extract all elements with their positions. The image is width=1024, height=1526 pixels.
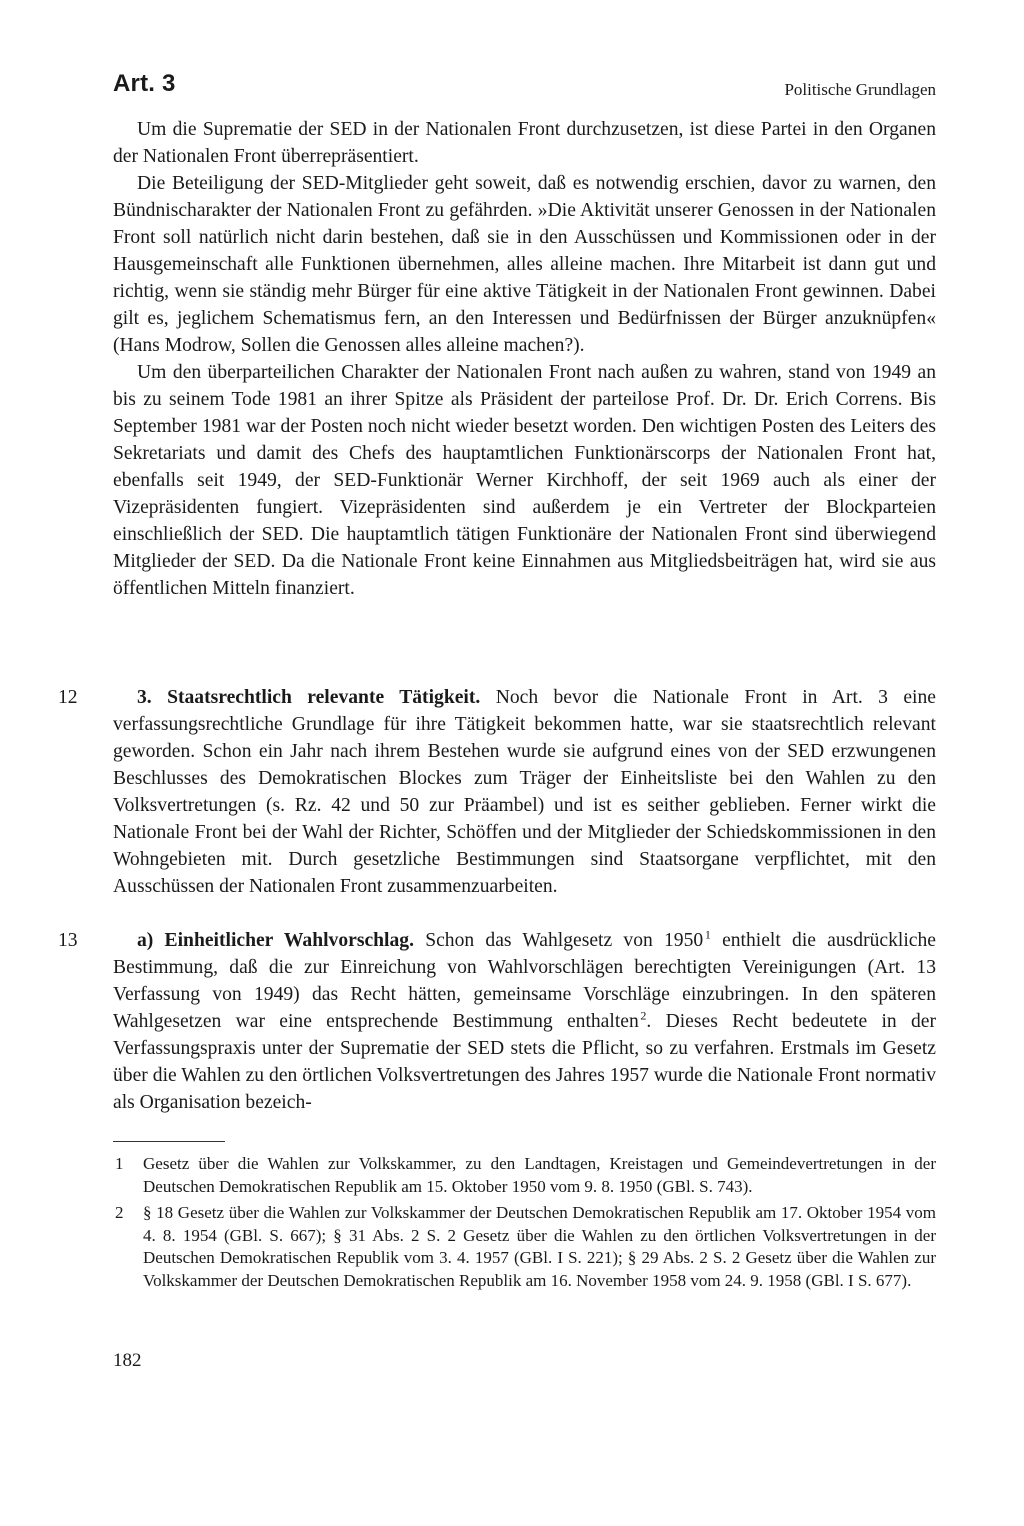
- section-heading: a) Einheitlicher Wahlvorschlag.: [137, 930, 414, 951]
- footnote-text: Gesetz über die Wahlen zur Volkskammer, zu den Landtagen, Kreistagen und Gemeindevertretungen in der Deutschen Demokratischen Republik am 15. Oktober 1950 vom 9. 8. 1950 (GBl. S. 743).: [143, 1154, 936, 1196]
- page-number: 182: [113, 1350, 142, 1371]
- running-header: Politische Grundlagen: [784, 80, 936, 99]
- footnote-ref: 1: [704, 927, 711, 942]
- section-text: Noch bevor die Nationale Front in Art. 3 eine verfassungsrechtliche Grundlage für ihre Tätigkeit bekommen hatte, war sie staatsrechtlich relevant geworden. Schon ein Jahr nach ihrem Bestehen wurde sie aufgrund eines von der SED erzwungenen Beschlusses des Demokratischen Blockes zum Träger der Einheitsliste bei den Wahlen zu den Volksvertretungen (s. Rz. 42 und 50 zur Präambel) und ist es seither geblieben. Ferner wirkt die Nationale Front bei der Wahl der Richter, Schöffen und der Mitglieder der Schiedskommissionen in den Wohngebieten mit. Durch gesetzliche Bestimmungen sind Staatsorgane verpflichtet, mit den Ausschüssen der Nationalen Front zusammenzuarbeiten.: [113, 687, 936, 897]
- paragraph: Um die Suprematie der SED in der Nationalen Front durchzusetzen, ist diese Partei in den Organen der Nationalen Front überrepräsentiert.: [113, 119, 936, 167]
- footnote-text: § 18 Gesetz über die Wahlen zur Volkskammer der Deutschen Demokratischen Republik am 17. Oktober 1954 vom 4. 8. 1954 (GBl. S. 667); § 31 Abs. 2 S. 2 Gesetz über die Wahlen zu den örtlichen Volksvertretungen in der Deutschen Demokratischen Republik vom 3. 4. 1957 (GBl. I S. 221); § 29 Abs. 2 S. 2 Gesetz über die Wahlen zur Volkskammer der Deutschen Demokratischen Republik am 16. November 1958 vom 24. 9. 1958 (GBl. I S. 677).: [143, 1203, 936, 1290]
- section-12: [113, 684, 936, 900]
- paragraph: Um den überparteilichen Charakter der Nationalen Front nach außen zu wahren, stand von 1949 an bis zu seinem Tode 1981 an ihrer Spitze als Präsident der parteilose Prof. Dr. Dr. Erich Correns. Bis September 1981 war der Posten noch nicht wieder besetzt worden. Den wichtigen Posten des Leiters des Sekretariats und damit des Chefs des hauptamtlichen Funktionärscorps der Nationalen Front hat, ebenfalls seit 1949, der SED-Funktionär Werner Kirchhoff, der seit 1969 auch als einer der Vizepräsidenten fungiert. Vizepräsidenten sind außerdem je ein Vertreter der Blockparteien einschließlich der SED. Die hauptamtlich tätigen Funktionäre der Nationalen Front sind überwiegend Mitglieder der SED. Da die Nationale Front keine Einnahmen aus Mitgliedsbeiträgen hat, wird sie aus öffentlichen Mitteln finanziert.: [113, 362, 936, 599]
- footnote-ref: 2: [640, 1008, 647, 1023]
- footnote: [113, 1202, 936, 1292]
- section-text: . Dieses Recht bedeutete in der Verfassungspraxis unter der Suprematie der SED stets die Pflicht, so zu verfahren. Erstmals im Gesetz über die Wahlen zu den örtlichen Volksvertretungen des Jahres 1957 wurde die Nationale Front normativ als Organisation bezeich-: [113, 1011, 936, 1113]
- margin-number: 13: [58, 930, 78, 951]
- margin-number: 12: [58, 687, 78, 708]
- footnote: [113, 1153, 936, 1198]
- footnote-number: 2: [115, 1203, 124, 1222]
- footnote-separator: [113, 1141, 225, 1142]
- footnotes: [113, 1153, 936, 1296]
- paragraph: [113, 684, 936, 900]
- section-text: enthielt die ausdrückliche Bestimmung, daß die zur Einreichung von Wahlvorschlägen berechtigten Vereinigungen (Art. 13 Verfassung von 1949) das Recht hätten, gemeinsame Vorschläge einzubringen. In den späteren Wahlgesetzen war eine entsprechende Bestimmung enthalten: [113, 930, 936, 1032]
- paragraph: [113, 927, 936, 1116]
- section-text: Schon das Wahlgesetz von 1950: [425, 930, 704, 951]
- article-heading: Art. 3: [113, 70, 176, 97]
- paragraph: Die Beteiligung der SED-Mitglieder geht soweit, daß es notwendig erschien, davor zu warnen, den Bündnischarakter der Nationalen Front zu gefährden. »Die Aktivität unserer Genossen in der Nationalen Front soll natürlich nicht darin bestehen, daß sie in den Ausschüssen und Kommissionen oder in der Hausgemeinschaft alle Funktionen übernehmen, alles alleine machen. Ihre Mitarbeit ist dann gut und richtig, wenn sie ständig mehr Bürger für eine aktive Tätigkeit in der Nationalen Front gewinnen. Dabei gilt es, jeglichem Schematismus fern, an den Interessen und Bedürfnissen der Bürger anzuknüpfen« (Hans Modrow, Sollen die Genossen alles alleine machen?).: [113, 173, 936, 356]
- body-text-top: [113, 116, 936, 602]
- section-heading: 3. Staatsrechtlich relevante Tätigkeit.: [137, 687, 481, 708]
- footnote-number: 1: [115, 1154, 124, 1173]
- section-13: [113, 927, 936, 1116]
